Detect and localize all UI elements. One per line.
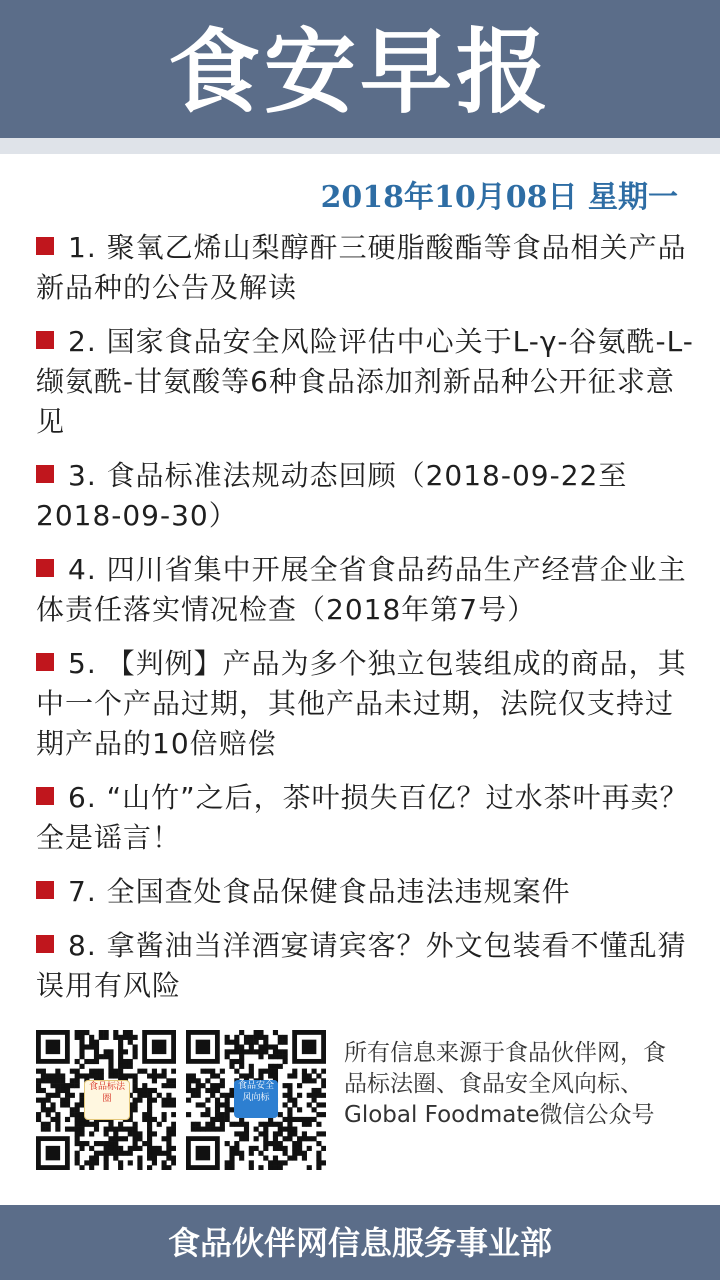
qr-code-fengxiangbiao[interactable] bbox=[186, 1030, 326, 1170]
square-bullet-icon bbox=[36, 653, 54, 671]
news-item-2[interactable] bbox=[36, 322, 696, 442]
source-note: 所有信息来源于食品伙伴网，食品标法圈、食品安全风向标、Global Foodmate微信公众号 bbox=[344, 1040, 666, 1128]
qr-code-area bbox=[30, 1030, 690, 1180]
news-text: 6. “山竹”之后，茶叶损失百亿？过水茶叶再卖？全是谣言！ bbox=[36, 781, 689, 854]
news-text: 3. 食品标准法规动态回顾（2018-09-22至2018-09-30） bbox=[36, 459, 628, 532]
news-item-7[interactable] bbox=[36, 872, 696, 912]
news-text: 8. 拿酱油当洋酒宴请宾客？外文包装看不懂乱猜误用有风险 bbox=[36, 929, 687, 1002]
square-bullet-icon bbox=[36, 559, 54, 577]
news-item-5[interactable] bbox=[36, 644, 696, 764]
square-bullet-icon bbox=[36, 331, 54, 349]
qr-code-biaofaquan[interactable] bbox=[36, 1030, 176, 1170]
qr-logo-badge: 食品安全风向标 bbox=[234, 1080, 278, 1118]
news-item-1[interactable] bbox=[36, 228, 696, 308]
square-bullet-icon bbox=[36, 935, 54, 953]
news-text: 5. 【判例】产品为多个独立包装组成的商品，其中一个产品过期，其他产品未过期，法院仅支持过期产品的10倍赔偿 bbox=[36, 647, 687, 760]
square-bullet-icon bbox=[36, 237, 54, 255]
page-title: 食安早报 bbox=[167, 19, 552, 126]
header-banner bbox=[0, 0, 720, 138]
square-bullet-icon bbox=[36, 465, 54, 483]
news-item-8[interactable] bbox=[36, 926, 696, 1006]
date-label: 2018年10月08日 星期一 bbox=[320, 180, 678, 215]
footer-banner bbox=[0, 1205, 720, 1280]
news-text: 7. 全国查处食品保健食品违法违规案件 bbox=[68, 875, 571, 908]
news-item-4[interactable] bbox=[36, 550, 696, 630]
footer-text: 食品伙伴网信息服务事业部 bbox=[167, 1224, 552, 1262]
news-text: 4. 四川省集中开展全省食品药品生产经营企业主体责任落实情况检查（2018年第7号） bbox=[36, 553, 687, 626]
news-item-3[interactable] bbox=[36, 456, 696, 536]
news-list bbox=[36, 228, 696, 1020]
qr-logo-badge: 食品标法圈 bbox=[84, 1080, 130, 1120]
square-bullet-icon bbox=[36, 881, 54, 899]
header-divider bbox=[0, 138, 720, 154]
news-text: 1. 聚氧乙烯山梨醇酐三硬脂酸酯等食品相关产品新品种的公告及解读 bbox=[36, 231, 687, 304]
news-item-6[interactable] bbox=[36, 778, 696, 858]
news-text: 2. 国家食品安全风险评估中心关于L-γ-谷氨酰-L-缬氨酰-甘氨酸等6种食品添加剂新品种公开征求意见 bbox=[36, 325, 694, 438]
square-bullet-icon bbox=[36, 787, 54, 805]
